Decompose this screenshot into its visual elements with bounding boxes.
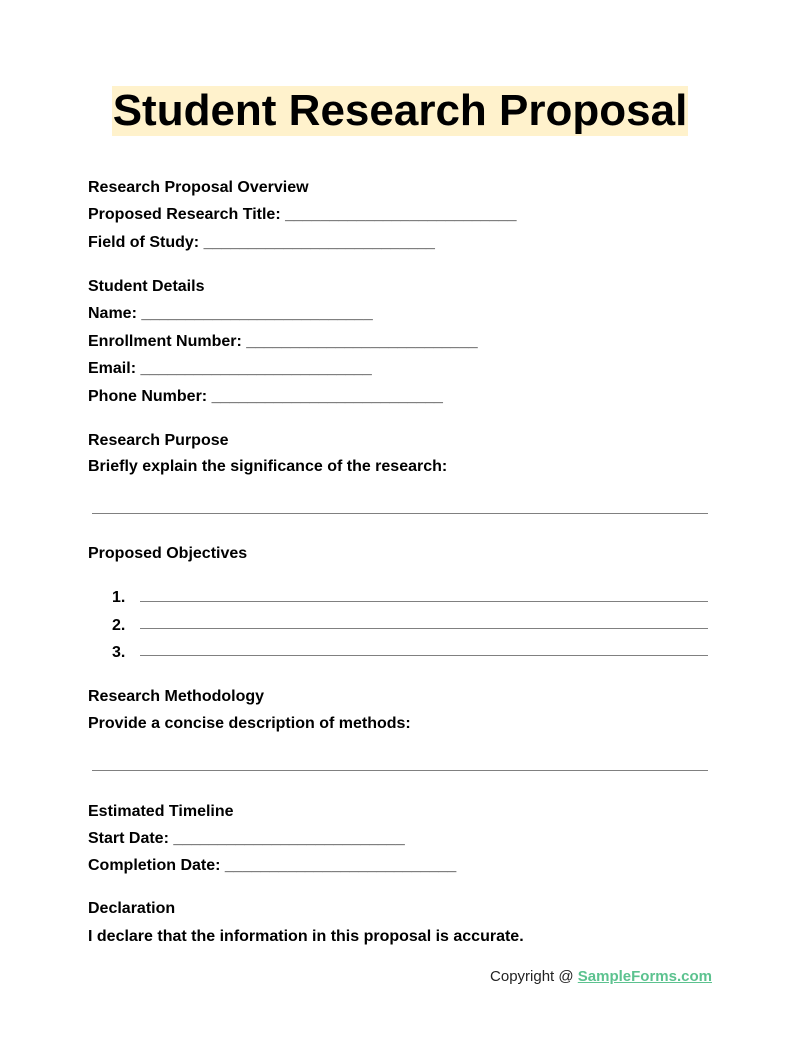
field-label: Email: xyxy=(88,360,137,377)
purpose-prompt: Briefly explain the significance of the research: xyxy=(88,458,448,475)
section-heading-proposed-objectives: Proposed Objectives xyxy=(88,545,248,562)
field-name[interactable] xyxy=(88,304,373,324)
field-field-of-study[interactable] xyxy=(88,233,435,253)
methodology-prompt: Provide a concise description of methods: xyxy=(88,715,411,732)
field-blank[interactable]: __________________________ xyxy=(141,305,373,322)
copyright-prefix: Copyright @ xyxy=(490,968,578,985)
field-label: Enrollment Number: xyxy=(88,333,242,350)
title-container xyxy=(0,86,800,136)
field-blank[interactable]: __________________________ xyxy=(203,234,435,251)
methodology-answer-line[interactable] xyxy=(92,770,708,771)
objective-line-3[interactable] xyxy=(140,655,708,656)
field-blank[interactable]: __________________________ xyxy=(211,388,443,405)
field-blank[interactable]: __________________________ xyxy=(224,857,457,874)
objective-line-1[interactable] xyxy=(140,601,708,602)
field-label: Name: xyxy=(88,305,137,322)
field-enrollment-number[interactable] xyxy=(88,332,478,352)
field-phone-number[interactable] xyxy=(88,387,443,407)
section-heading-declaration: Declaration xyxy=(88,900,176,917)
field-blank[interactable]: __________________________ xyxy=(173,830,405,847)
field-label: Start Date: xyxy=(88,830,169,847)
field-research-title[interactable] xyxy=(88,205,516,225)
field-label: Phone Number: xyxy=(88,388,208,405)
section-heading-research-methodology: Research Methodology xyxy=(88,688,265,705)
field-label: Field of Study: xyxy=(88,234,200,251)
field-start-date[interactable] xyxy=(88,829,405,849)
field-label: Proposed Research Title: xyxy=(88,206,281,223)
field-blank[interactable]: __________________________ xyxy=(246,333,478,350)
section-heading-student-details: Student Details xyxy=(88,278,205,295)
field-blank[interactable]: __________________________ xyxy=(140,360,372,377)
objective-number-1: 1. xyxy=(112,589,126,606)
field-blank[interactable]: __________________________ xyxy=(285,206,517,223)
sampleforms-link[interactable]: SampleForms.com xyxy=(577,968,712,985)
field-label: Completion Date: xyxy=(88,857,221,874)
section-heading-research-purpose: Research Purpose xyxy=(88,432,229,449)
declaration-text: I declare that the information in this proposal is accurate. xyxy=(88,928,524,945)
page-title: Student Research Proposal xyxy=(112,86,688,135)
objective-number-2: 2. xyxy=(112,617,126,634)
copyright-footer xyxy=(490,967,712,987)
section-heading-overview: Research Proposal Overview xyxy=(88,179,309,196)
objective-number-3: 3. xyxy=(112,644,126,661)
field-completion-date[interactable] xyxy=(88,856,456,876)
objective-line-2[interactable] xyxy=(140,628,708,629)
section-heading-estimated-timeline: Estimated Timeline xyxy=(88,803,234,820)
purpose-answer-line[interactable] xyxy=(92,513,708,514)
field-email[interactable] xyxy=(88,359,372,379)
